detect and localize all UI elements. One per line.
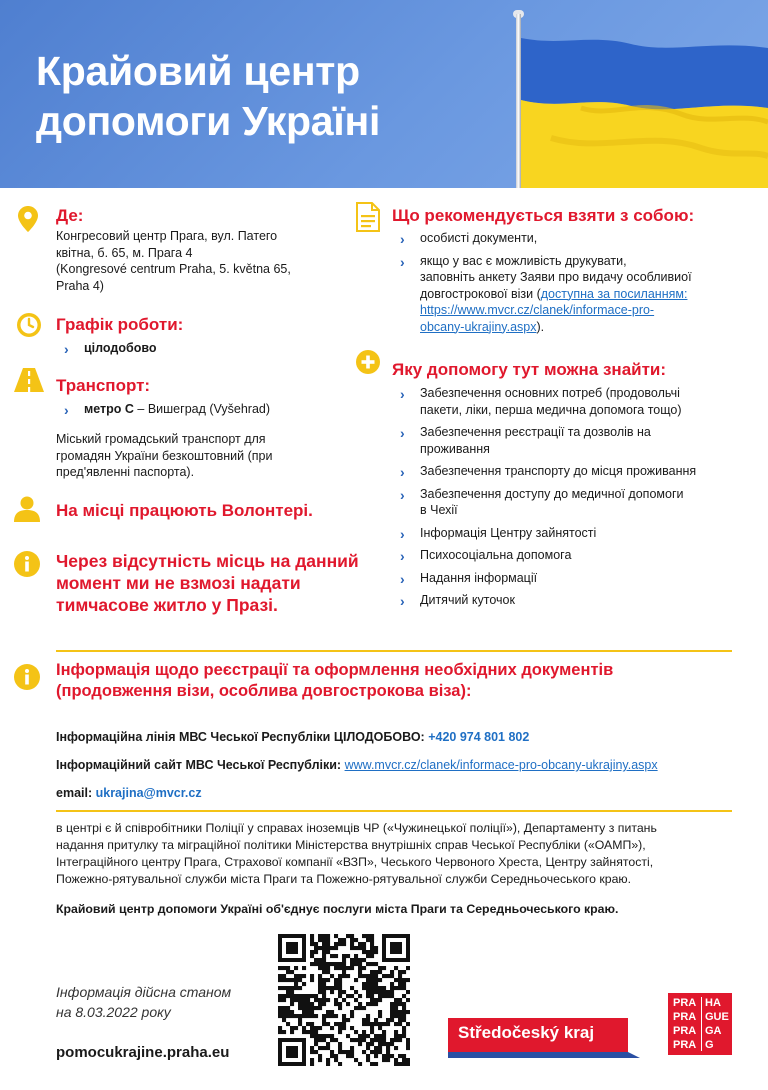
ukraine-flag-icon — [521, 38, 768, 188]
list-item: › Інформація Центру зайнятості — [400, 525, 597, 542]
chevron-right-icon: › — [64, 402, 69, 418]
list-item: › Забезпечення транспорту до місця проживання — [400, 464, 697, 480]
divider — [56, 810, 732, 812]
chevron-right-icon: › — [400, 570, 405, 587]
clock-icon — [16, 312, 42, 338]
person-icon — [14, 496, 40, 522]
visa-form-link[interactable]: доступна за посиланням: — [540, 286, 688, 301]
visa-form-link-url-2[interactable]: obcany-ukrajiny.aspx — [420, 319, 537, 334]
registration-title: Інформація щодо реєстрації та оформлення необхідних документів (продовження візи, особлива довгострокова віза): — [56, 661, 614, 700]
list-item: › Забезпечення реєстрації та дозволів на проживання — [400, 425, 651, 456]
list-item: › Психосоціальна допомога — [400, 548, 572, 564]
info-icon — [14, 664, 40, 690]
mvcr-site-link[interactable]: www.mvcr.cz/clanek/informace-pro-obcany-ukrajiny.aspx — [344, 758, 658, 772]
visa-form-link-url-1[interactable]: https://www.mvcr.cz/clanek/informace-pro- — [420, 303, 655, 317]
where-title: Де: — [56, 206, 84, 225]
chevron-right-icon: › — [400, 425, 405, 441]
plus-icon — [356, 350, 380, 374]
hotline-phone-link[interactable]: +420 974 801 802 — [428, 730, 530, 744]
praha-logo: PRA PRA PRA PRA HA GUE GA G — [668, 993, 732, 1055]
hotline-line: Інформаційна лінія МВС Чеської Республіки ЦІЛОДОБОВО: +420 974 801 802 — [56, 730, 530, 744]
bring-list — [398, 230, 738, 341]
chevron-right-icon: › — [400, 593, 405, 609]
info-icon — [14, 551, 40, 577]
transport-note: Міський громадський транспорт для громадян України безкоштовний (при пред'явленні паспорта). — [56, 432, 273, 479]
kraj-logo-text: Středočeský kraj — [458, 1023, 595, 1042]
divider — [56, 650, 732, 652]
document-icon — [356, 202, 380, 232]
transport-list — [62, 401, 270, 424]
help-list — [398, 385, 738, 615]
page-title: Крайовий центр допомоги Україні — [36, 48, 381, 144]
list-item: › Забезпечення доступу до медичної допомоги в Чехії — [400, 486, 684, 517]
validity-note: Інформація дійсна станом на 8.03.2022 року — [56, 984, 232, 1020]
hours-title: Графік роботи: — [56, 315, 184, 334]
road-icon — [14, 368, 44, 392]
help-title: Яку допомогу тут можна знайти: — [392, 360, 667, 379]
chevron-right-icon: › — [400, 253, 405, 270]
chevron-right-icon: › — [400, 231, 405, 247]
chevron-right-icon: › — [400, 548, 405, 564]
volunteers-text: На місці працюють Волонтері. — [56, 501, 313, 520]
housing-notice: Через відсутність місць на данний момент ми не взмозі надати тимчасове житло у Празі. — [56, 551, 359, 615]
chevron-right-icon: › — [64, 341, 69, 357]
list-item: › цілодобово — [64, 341, 157, 357]
list-item: › якщо у вас є можливість друкувати, заповніть анкету Заяви про видачу особливиої довгострокової візи (доступна за посиланням: https://www.mvcr.cz/clanek/informace-pro- obcany-ukrajiny.aspx). — [398, 253, 738, 336]
chevron-right-icon: › — [400, 386, 405, 402]
summary-text: Крайовий центр допомоги Україні об'єднує послуги міста Праги та Середньочеського краю. — [56, 902, 619, 916]
staff-paragraph: в центрі є й співробітники Поліції у справах іноземців ЧР («Чужинецької поліції»), Департаменту з питань надання притулку та міграційної політики Міністерства внутрішніх справ Чеської Республіки («ОАМП»), Інтеграційного центру Прага, Страхової компанії «ВЗП», Чеського Червоного Хреста, Центру зайнятості, Пожежно-рятувальної служби міста Праги та Пожежно-рятувальної служби Середньочеського краю. — [56, 821, 657, 886]
list-item: › Дитячий куточок — [400, 593, 515, 609]
list-item: › метро С – Вишеград (Vyšehrad) — [64, 402, 271, 418]
hours-list — [62, 340, 157, 363]
transport-title: Транспорт: — [56, 376, 151, 395]
chevron-right-icon: › — [400, 486, 405, 503]
site-line: Інформаційний сайт МВС Чеської Республіки: www.mvcr.cz/clanek/informace-pro-obcany-ukrajiny.aspx — [56, 758, 658, 772]
email-link[interactable]: ukrajina@mvcr.cz — [95, 786, 202, 800]
praha-logo-divider — [701, 997, 702, 1051]
website-link[interactable]: pomocukrajine.praha.eu — [56, 1044, 230, 1061]
chevron-right-icon: › — [400, 525, 405, 542]
header-banner — [0, 0, 768, 188]
bring-title: Що рекомендується взяти з собою: — [392, 206, 695, 225]
list-item: › особисті документи, — [400, 231, 538, 247]
list-item: › Забезпечення основних потреб (продовольчі пакети, ліки, перша медична допомога тощо) — [400, 386, 682, 417]
list-item: › Надання інформації — [400, 570, 538, 587]
qr-code-icon[interactable] — [278, 934, 410, 1066]
location-pin-icon — [18, 206, 38, 232]
chevron-right-icon: › — [400, 464, 405, 480]
where-address: Конгресовий центр Прага, вул. Патего квітна, б. 65, м. Прага 4 (Kongresové centrum Praha, 5. května 65, Praha 4) — [56, 229, 291, 293]
email-line: email: ukrajina@mvcr.cz — [56, 786, 202, 800]
